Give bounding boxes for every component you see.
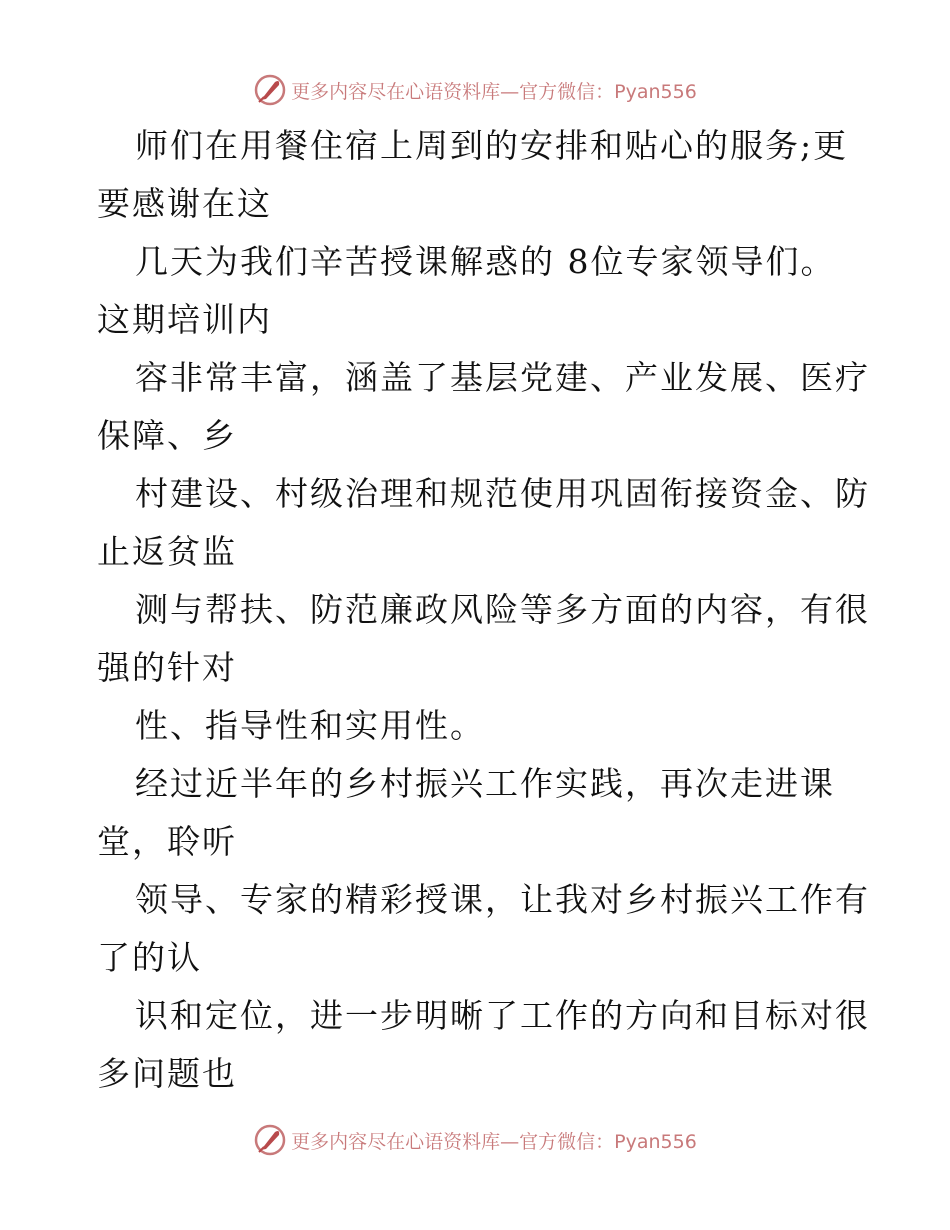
text-line: 了的认 — [97, 938, 202, 977]
text-line: 要感谢在这 — [97, 184, 272, 223]
text-line: 经过近半年的乡村振兴工作实践，再次走进课 — [135, 764, 835, 803]
text-line: 几天为我们辛苦授课解惑的 8位专家领导们。 — [135, 242, 836, 281]
text-line: 保障、乡 — [97, 416, 237, 455]
text-line: 村建设、村级治理和规范使用巩固衔接资金、防 — [135, 474, 870, 513]
text-line: 领导、专家的精彩授课，让我对乡村振兴工作有 — [135, 880, 870, 919]
text-line: 这期培训内 — [97, 300, 272, 339]
text-line: 测与帮扶、防范廉政风险等多方面的内容，有很 — [135, 590, 870, 629]
text-line: 止返贫监 — [97, 532, 237, 571]
text-line: 堂，聆听 — [97, 822, 237, 861]
text-line: 多问题也 — [97, 1054, 237, 1093]
header-watermark — [0, 70, 950, 110]
text-line: 识和定位，进一步明晰了工作的方向和目标对很 — [135, 996, 870, 1035]
watermark-text: 更多内容尽在心语资料库—官方微信：Pyan556 — [291, 80, 697, 103]
footer-watermark — [0, 1120, 950, 1160]
document-body — [97, 117, 870, 1103]
text-line: 师们在用餐住宿上周到的安排和贴心的服务;更 — [135, 126, 849, 165]
text-line: 强的针对 — [97, 648, 237, 687]
quill-pen-icon — [253, 1123, 287, 1157]
text-line: 性、指导性和实用性。 — [135, 706, 485, 745]
watermark-text: 更多内容尽在心语资料库—官方微信：Pyan556 — [291, 1130, 697, 1153]
text-line: 容非常丰富，涵盖了基层党建、产业发展、医疗 — [135, 358, 870, 397]
quill-pen-icon — [253, 73, 287, 107]
